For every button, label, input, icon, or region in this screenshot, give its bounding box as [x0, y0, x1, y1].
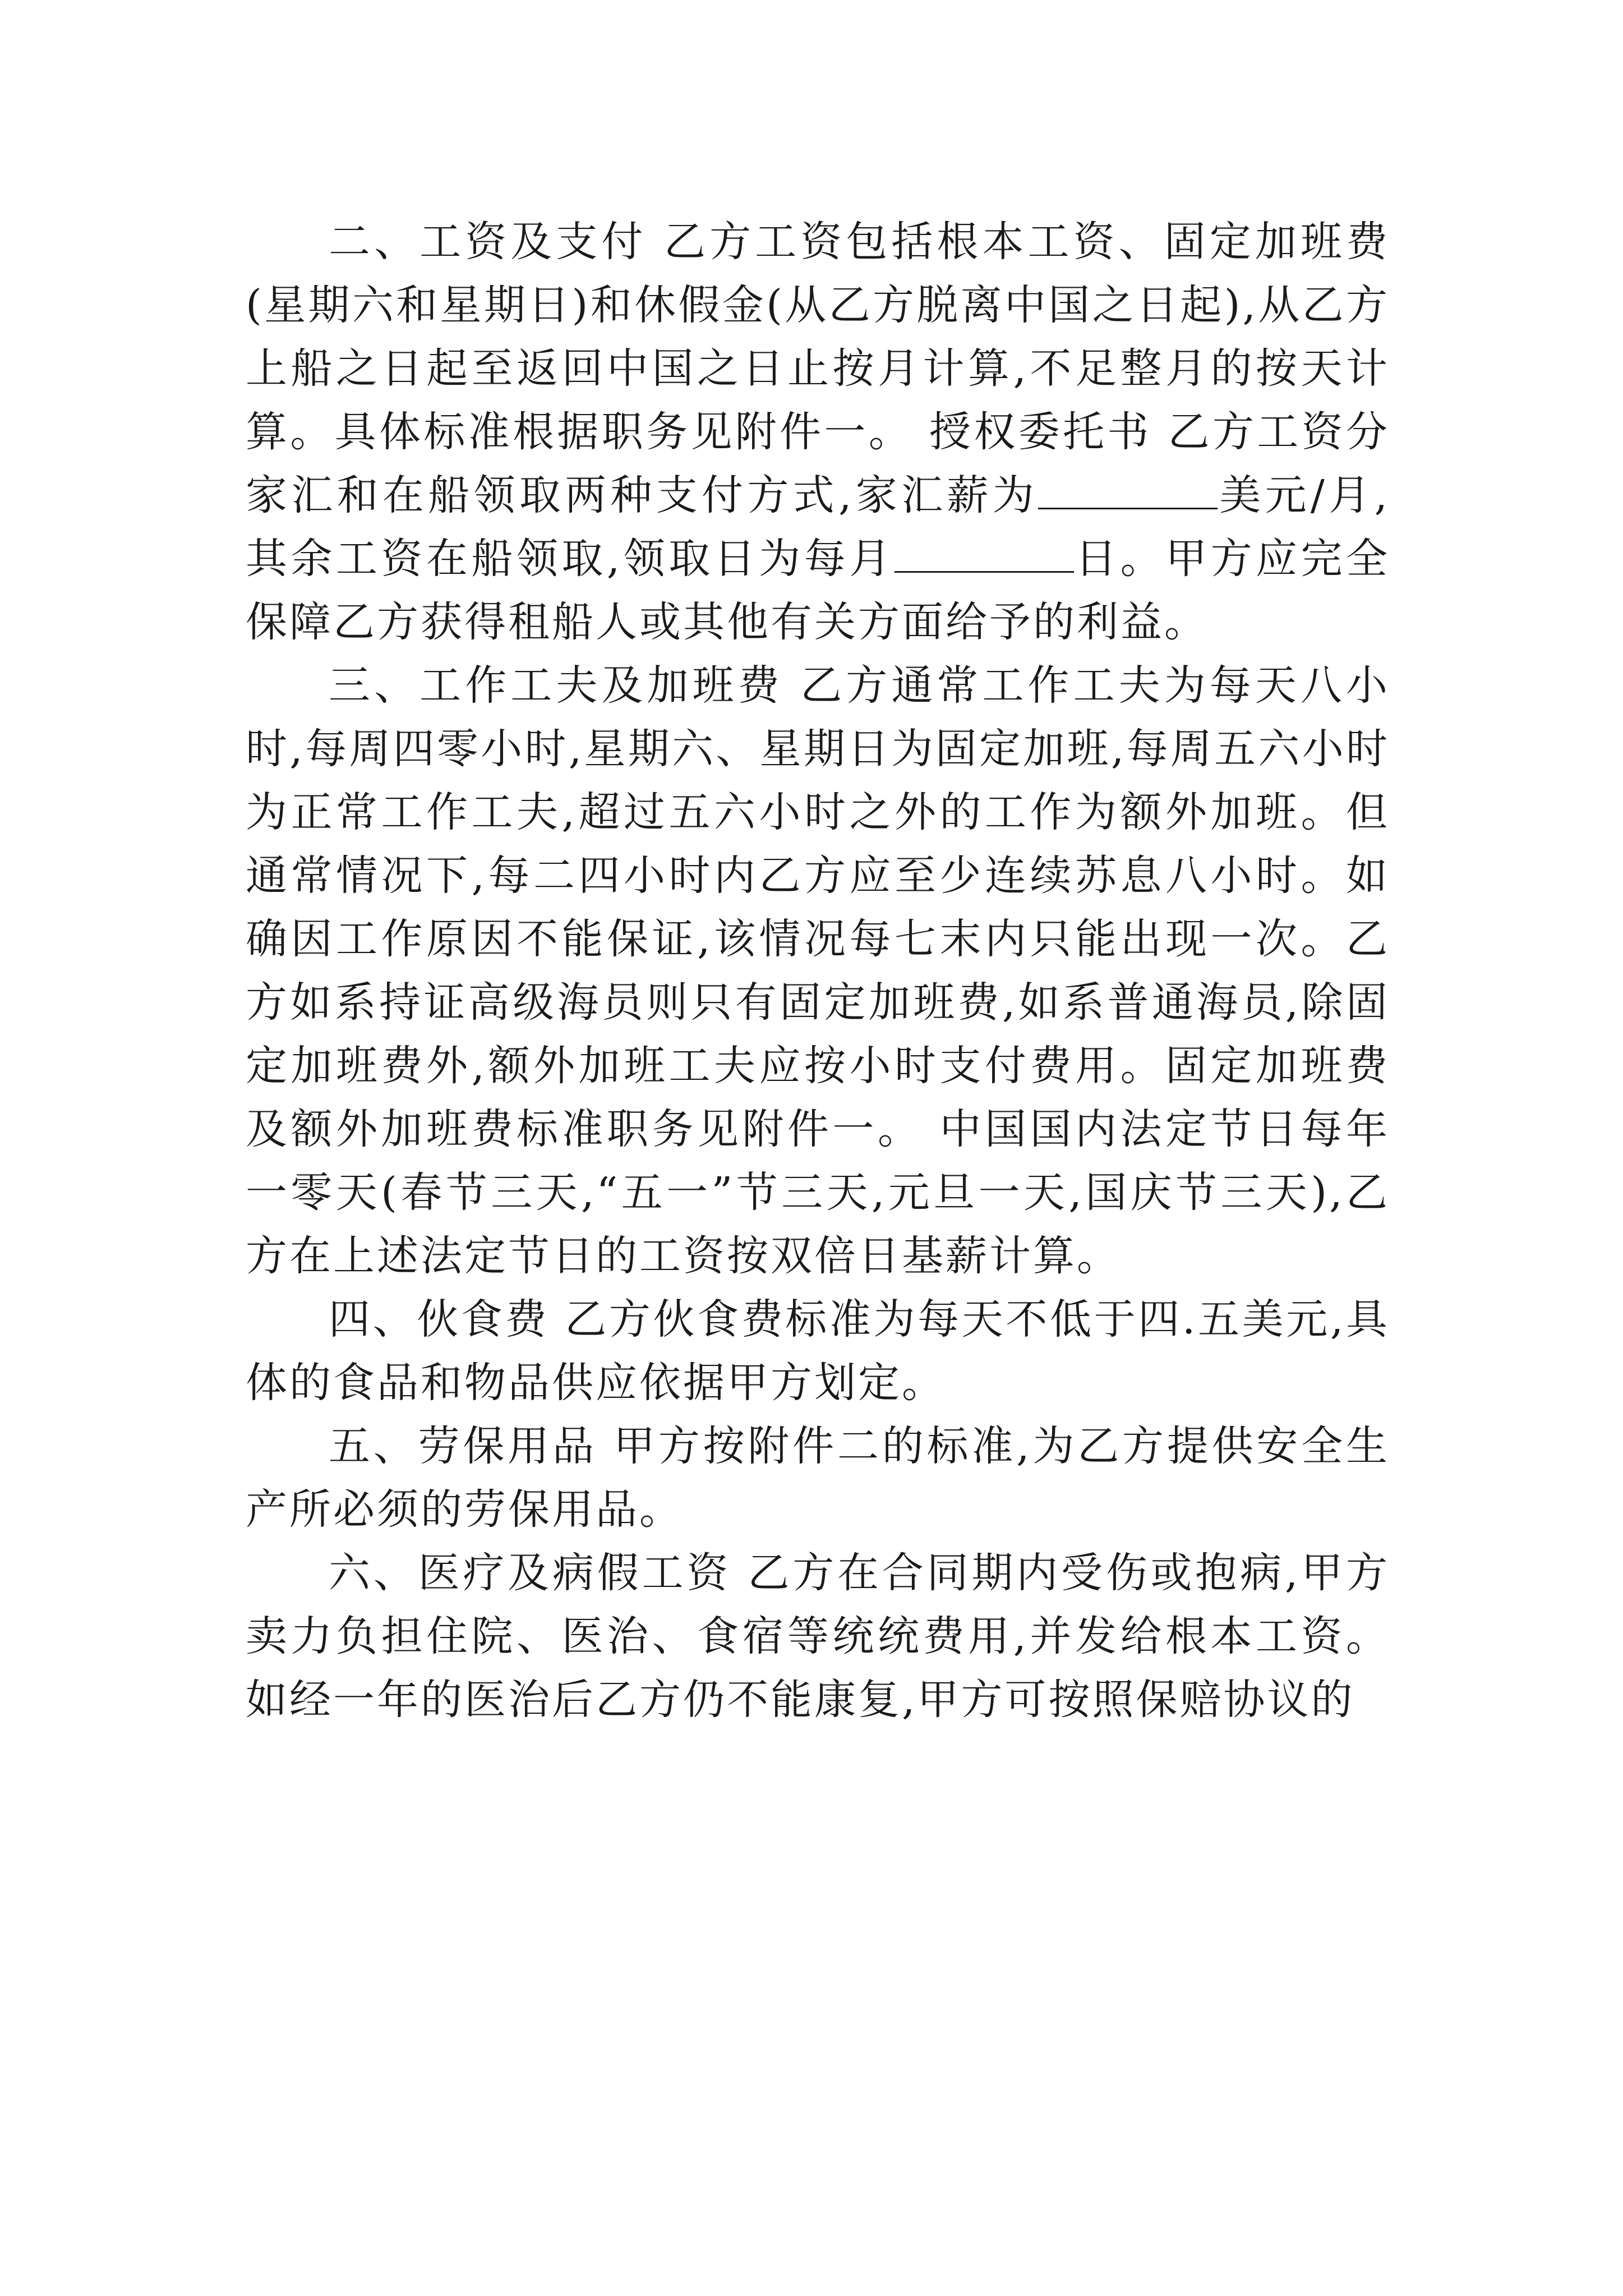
paragraph-protective-equipment: 五、劳保用品 甲方按附件二的标准,为乙方提供安全生产所必须的劳保用品。: [246, 1422, 1390, 1534]
wages-text-1: 二、工资及支付 乙方工资包括根本工资、固定加班费(星期六和星期日)和休假金(从乙方脱离中国之日起),从乙方上船之日起至返回中国之日止按月计算,不足整月的按天计算。具体标准根据职务见附件一。 授权委托书 乙方工资分家汇和在船领取两种支付方式,家汇薪为: [246, 218, 1390, 519]
paragraph-working-hours: 三、工作工夫及加班费 乙方通常工作工夫为每天八小时,每周四零小时,星期六、星期日为固定加班,每周五六小时为正常工作工夫,超过五六小时之外的工作为额外加班。但通常情况下,每二四小时内乙方应至少连续苏息八小时。如确因工作原因不能保证,该情况每七末内只能出现一次。乙方如系持证高级海员则只有固定加班费,如系普通海员,除固定加班费外,额外加班工夫应按小时支付费用。固定加班费及额外加班费标准职务见附件一。 中国国内法定节日每年一零天(春节三天,“五一”节三天,元旦一天,国庆节三天),乙方在上述法定节日的工资按双倍日基薪计算。: [246, 661, 1390, 1280]
wages-text-2: 美元/月,其余工资在船领取,领取日为每月: [246, 471, 1390, 583]
wages-text-3: 日。甲方应完全保障乙方获得租船人或其他有关方面给予的利益。: [246, 535, 1390, 646]
home-remittance-amount-blank: [1038, 472, 1218, 509]
payday-blank: [895, 535, 1074, 573]
paragraph-wages: [246, 210, 1390, 654]
contract-body: [246, 210, 1390, 1732]
paragraph-medical-sick-pay: 六、医疗及病假工资 乙方在合同期内受伤或抱病,甲方卖力负担住院、医治、食宿等统统费用,并发给根本工资。如经一年的医治后乙方仍不能康复,甲方可按照保赔协议的: [246, 1549, 1390, 1724]
paragraph-meal-allowance: 四、伙食费 乙方伙食费标准为每天不低于四.五美元,具体的食品和物品供应依据甲方划定。: [246, 1295, 1390, 1407]
